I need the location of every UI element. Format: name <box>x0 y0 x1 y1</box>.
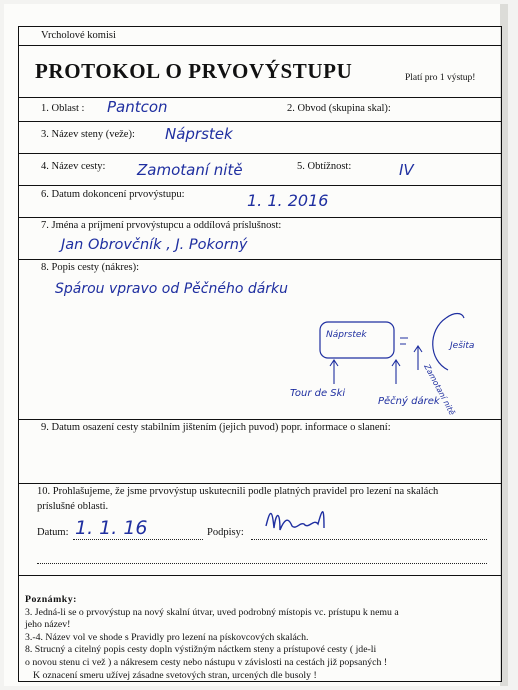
sketch-right-label: Ješita <box>450 341 475 351</box>
protocol-page <box>4 4 508 686</box>
grade-label: 5. Obtížnost: <box>297 161 352 172</box>
row-anchors <box>19 419 501 484</box>
area-label: 1. Oblast : <box>41 103 85 114</box>
route-label: 4. Název cesty: <box>41 161 106 172</box>
description-label: 8. Popis cesty (nákres): <box>41 262 139 273</box>
declaration-text-1: 10. Prohlašujeme, že jsme prvovýstup uskutecnili podle platných pravidel pro lezení na skalách <box>37 486 439 497</box>
row-area-district <box>19 97 501 122</box>
area-value: Pantcon <box>107 98 168 116</box>
extra-line <box>37 563 487 564</box>
anchors-label: 9. Datum osazení cesty stabilním jištením (jejich puvod) popr. informace o slanení: <box>41 422 391 433</box>
sketch-right-rock <box>433 318 448 370</box>
climbers-value: Jan Obrovčník , J. Pokorný <box>61 237 248 253</box>
date-done-value: 1. 1. 2016 <box>247 191 329 210</box>
notes-section <box>25 594 495 682</box>
notes-line: 8. Strucný a citelný popis cesty dopln výstižným náctkem steny a prístupové cesty ( jde-li <box>25 644 377 656</box>
row-date-done <box>19 185 501 218</box>
notes-line: 3.-4. Název vol ve shode s Pravidly pro lezení na pískovcových skalách. <box>25 631 309 643</box>
notes-line: 3. Jedná-li se o prvovýstup na nový skalní útvar, uved podrobný místopis vc. prístupu k nemu a <box>25 606 399 618</box>
sketch-crack-marks <box>400 338 408 344</box>
validity-note: Platí pro 1 výstup! <box>405 73 476 83</box>
grade-value: IV <box>399 161 414 179</box>
wall-value: Náprstek <box>165 125 233 143</box>
row-route-grade <box>19 153 501 186</box>
route-value: Zamotaní nitě <box>137 161 243 179</box>
date-line <box>73 539 203 540</box>
sketch-label-darek: Pěčný dárek <box>378 396 440 407</box>
page-title: PROTOKOL O PRVOVÝSTUPU <box>35 59 353 83</box>
notes-line: K oznacení smeru užívej zásadne svetových stran, urcených dle busoly ! <box>33 669 317 681</box>
row-climbers <box>19 217 501 260</box>
notes-line: o novou stenu ci vež ) a nákresem cesty nebo nástupu v závislosti na cestách již popsaných ! <box>25 656 388 668</box>
signature-scribble <box>262 500 342 540</box>
declaration-date-label: Datum: <box>37 527 69 538</box>
row-wall <box>19 121 501 154</box>
committee-label: Vrcholové komisi <box>41 30 116 41</box>
description-value: Spárou vpravo od Pěčného dárku <box>55 281 289 297</box>
sketch-box-label: Náprstek <box>326 330 367 340</box>
row-declaration <box>19 483 501 576</box>
declaration-date-value: 1. 1. 16 <box>75 517 148 539</box>
sketch-rock-box <box>320 322 394 358</box>
wall-label: 3. Název steny (veže): <box>41 129 135 140</box>
district-label: 2. Obvod (skupina skal): <box>287 103 391 114</box>
sketch-label-tour: Tour de Ski <box>290 388 346 399</box>
header-title-row <box>19 45 501 98</box>
header-committee-row <box>19 27 501 46</box>
climbers-label: 7. Jména a príjmení prvovýstupcu a oddílová príslušnost: <box>41 220 282 231</box>
sketch-label-nite: Zamotaní nitě <box>422 362 457 417</box>
notes-line: jeho název! <box>25 619 71 631</box>
signature-label: Podpisy: <box>207 527 244 538</box>
date-done-label: 6. Datum dokoncení prvovýstupu: <box>41 189 185 200</box>
notes-title: Poznámky: <box>25 594 77 605</box>
sketch-right-rock-top <box>446 314 464 319</box>
declaration-text-2: príslušné oblasti. <box>37 501 109 512</box>
route-sketch <box>268 304 498 424</box>
